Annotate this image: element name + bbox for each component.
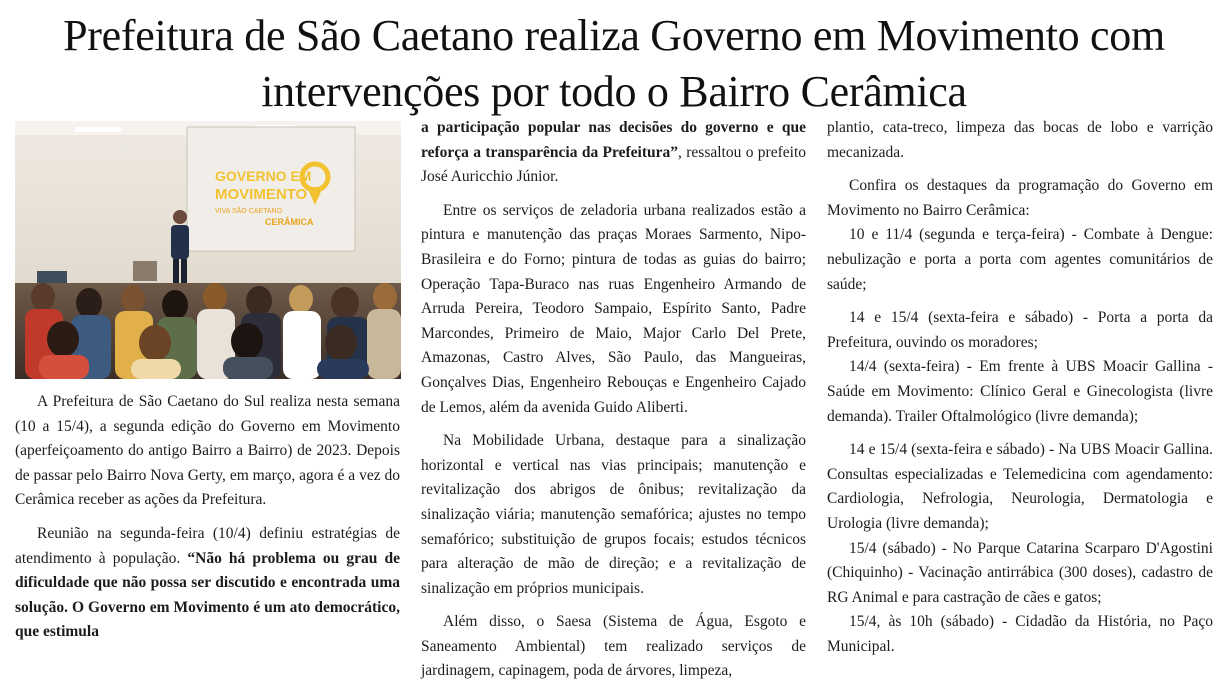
event-photo: [15, 121, 401, 379]
headline: [0, 8, 1228, 120]
col2-paragraph-1: Entre os serviços de zeladoria urbana realizados estão a pintura e manutenção das praças Moraes Sarmento, Nipo-Brasileira e do Forno; pintura de todas as guias do bairro; Operação Tapa-Buraco nas ruas Engenheiro Armando de Arruda Pereira, Teodoro Sampaio, Espírito Santo, Padre Marcondes, Primeiro de Maio, Major Carlo Del Prete, Amazonas, Castro Alves, São Paulo, das Mangueiras, Gonçalves Dias, Engenheiro Rebouças e Engenheiro Cajado de Lemos, além da avenida Guido Aliberti.: [421, 201, 806, 416]
audience: [25, 283, 401, 379]
screen-text-1: GOVERNO EM: [215, 168, 312, 184]
col2-paragraph-2: Na Mobilidade Urbana, destaque para a sinalização horizontal e vertical nas vias principais; manutenção e revitalização dos abrigos de ônibus; revitalização da sinalização viária; manutenção semafórica; ajustes no tempo semafórico; substituição de grupos focais; estudos técnicos para alteração de mão de direção; e a revitalização de sinalização em próprios municipais.: [421, 432, 806, 597]
col1-paragraph-1: A Prefeitura de São Caetano do Sul realiza nesta semana (10 a 15/4), a segunda edição do Governo em Movimento (aperfeiçoamento do antigo Bairro a Bairro) de 2023. Depois de passar pelo Bairro Nova Gerty, em março, agora é a vez do Cerâmica receber as ações da Prefeitura.: [15, 393, 400, 509]
col2-paragraph-0-quote: a participação popular nas decisões do governo e que reforça a transparência da Prefeitura”: [421, 119, 806, 161]
col3-schedule-4: 14 e 15/4 (sexta-feira e sábado) - Na UBS Moacir Gallina. Consultas especializadas e Telemedicina com agendamento: Cardiologia, Nefrologia, Neurologia, Dermatologia e Urologia (livre demanda);: [827, 441, 1213, 532]
headline-line-1: Prefeitura de São Caetano realiza Governo em Movimento com: [63, 11, 1165, 60]
col3-schedule-1: 10 e 11/4 (segunda e terça-feira) - Combate à Dengue: nebulização e porta a porta com agentes comunitários de saúde;: [827, 226, 1213, 293]
col3-paragraph-0: plantio, cata-treco, limpeza das bocas de lobo e varrição mecanizada.: [827, 119, 1213, 161]
col1-paragraph-2-quote: “Não há problema ou grau de dificuldade que não possa ser discutido e encontrada uma solução. O Governo em Movimento é um ato democrático, que estimula: [15, 549, 400, 641]
column-3: [827, 116, 1213, 659]
col3-schedule-3: 14/4 (sexta-feira) - Em frente à UBS Moacir Gallina - Saúde em Movimento: Clínico Geral e Ginecologista (livre demanda). Trailer Oftalmológico (livre demanda);: [827, 358, 1213, 425]
col3-schedule-6: 15/4, às 10h (sábado) - Cidadão da História, no Paço Municipal.: [827, 613, 1213, 655]
screen-text-3: CERÂMICA: [265, 217, 314, 227]
col1-paragraph-2-text: Reunião na segunda-feira (10/4) definiu estratégias de atendimento à população.: [15, 524, 400, 567]
col2-paragraph-0-text: , ressaltou o prefeito José Auricchio Júnior.: [421, 143, 807, 186]
col3-schedule-2: 14 e 15/4 (sexta-feira e sábado) - Porta a porta da Prefeitura, ouvindo os moradores;: [827, 309, 1213, 351]
screen-text-4: VIVA SÃO CAETANO: [215, 208, 283, 215]
col3-paragraph-1: Confira os destaques da programação do Governo em Movimento no Bairro Cerâmica:: [827, 177, 1213, 219]
column-2: [421, 116, 806, 684]
col2-paragraph-0: [421, 116, 806, 190]
screen-text-2: MOVIMENTO: [215, 186, 308, 203]
headline-line-2: intervenções por todo o Bairro Cerâmica: [261, 67, 967, 116]
col2-paragraph-3: Além disso, o Saesa (Sistema de Água, Esgoto e Saneamento Ambiental) tem realizado serviços de jardinagem, capinagem, poda de árvores, limpeza,: [421, 613, 806, 680]
event-photo-illustration: [15, 121, 401, 379]
col3-schedule-5: 15/4 (sábado) - No Parque Catarina Scarparo D'Agostini (Chiquinho) - Vacinação antirrábica (300 doses), cadastro de RG Animal e para castração de cães e gatos;: [827, 539, 1213, 606]
col1-paragraph-2: [15, 522, 400, 645]
column-1: [15, 390, 400, 645]
